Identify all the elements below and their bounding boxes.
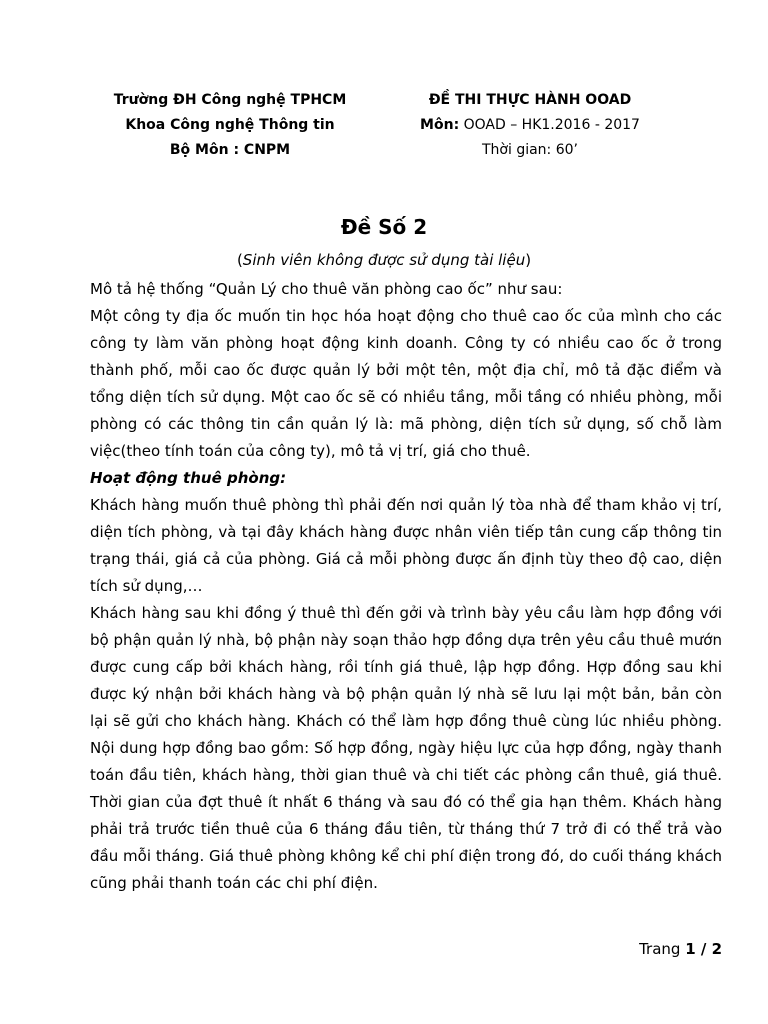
exam-header-title: ĐỀ THI THỰC HÀNH OOAD bbox=[428, 92, 632, 108]
exam-body bbox=[90, 276, 722, 897]
department-name: Bộ Môn : CNPM bbox=[169, 142, 291, 158]
page-number bbox=[639, 937, 722, 961]
section-heading: Hoạt động thuê phòng: bbox=[90, 469, 287, 487]
rental-paragraph-1: Khách hàng muốn thuê phòng thì phải đến nơi quản lý tòa nhà để tham khảo vị trí, diện tích phòng, và tại đây khách hàng được nhân viên tiếp tân cung cấp thông tin trạng thái, giá cả của phòng. Giá cả mỗi phòng được ấn định tùy theo độ cao, diện tích sử dụng,… bbox=[90, 496, 722, 595]
subject-line bbox=[395, 113, 665, 138]
institution-header bbox=[90, 88, 370, 163]
description-paragraph: Một công ty địa ốc muốn tin học hóa hoạt động cho thuê cao ốc của mình cho các công ty làm văn phòng hoạt động kinh doanh. Công ty có nhiều cao ốc ở trong thành phố, mỗi cao ốc được quản lý bởi một tên, một địa chỉ, mô tả đặc điểm và tổng diện tích sử dụng. Một cao ốc sẽ có nhiều tầng, mỗi tầng có nhiều phòng, mỗi phòng có các thông tin cần quản lý là: mã phòng, diện tích sử dụng, số chỗ làm việc(theo tính toán của công ty), mô tả vị trí, giá cho thuê. bbox=[90, 307, 722, 460]
page-label: Trang bbox=[639, 940, 686, 958]
rental-paragraph-2: Khách hàng sau khi đồng ý thuê thì đến gởi và trình bày yêu cầu làm hợp đồng với bộ phận quản lý nhà, bộ phận này soạn thảo hợp đồng dựa trên yêu cầu thuê mướn được cung cấp bởi khách hàng, rồi tính giá thuê, lập hợp đồng. Hợp đồng sau khi được ký nhận bởi khách hàng và bộ phận quản lý nhà sẽ lưu lại một bản, bản còn lại sẽ gửi cho khách hàng. Khách có thể làm hợp đồng thuê cùng lúc nhiều phòng. Nội dung hợp đồng bao gồm: Số hợp đồng, ngày hiệu lực của hợp đồng, ngày thanh toán đầu tiên, khách hàng, thời gian thuê và chi tiết các phòng cần thuê, giá thuê. Thời gian của đợt thuê ít nhất 6 tháng và sau đó có thể gia hạn thêm. Khách hàng phải trả trước tiền thuê của 6 tháng đầu tiên, từ tháng thứ 7 trở đi có thể trả vào đầu mỗi tháng. Giá thuê phòng không kể chi phí điện trong đó, do cuối tháng khách cũng phải thanh toán các chi phí điện. bbox=[90, 604, 722, 892]
university-name: Trường ĐH Công nghệ TPHCM bbox=[113, 92, 347, 108]
exam-header bbox=[395, 88, 665, 163]
note-text: Sinh viên không được sử dụng tài liệu bbox=[242, 251, 526, 269]
page-count: 1 / 2 bbox=[685, 940, 722, 958]
intro-paragraph: Mô tả hệ thống “Quản Lý cho thuê văn phòng cao ốc” như sau: bbox=[90, 280, 563, 298]
exam-title: Đề Số 2 bbox=[340, 215, 428, 239]
subject-label: Môn: bbox=[420, 117, 460, 133]
exam-duration: Thời gian: 60’ bbox=[482, 142, 578, 158]
note-open-paren: ( bbox=[236, 251, 243, 269]
exam-note bbox=[0, 248, 768, 272]
subject-value: OOAD – HK1.2016 - 2017 bbox=[459, 117, 640, 133]
note-close-paren: ) bbox=[525, 251, 532, 269]
faculty-name: Khoa Công nghệ Thông tin bbox=[125, 117, 335, 133]
